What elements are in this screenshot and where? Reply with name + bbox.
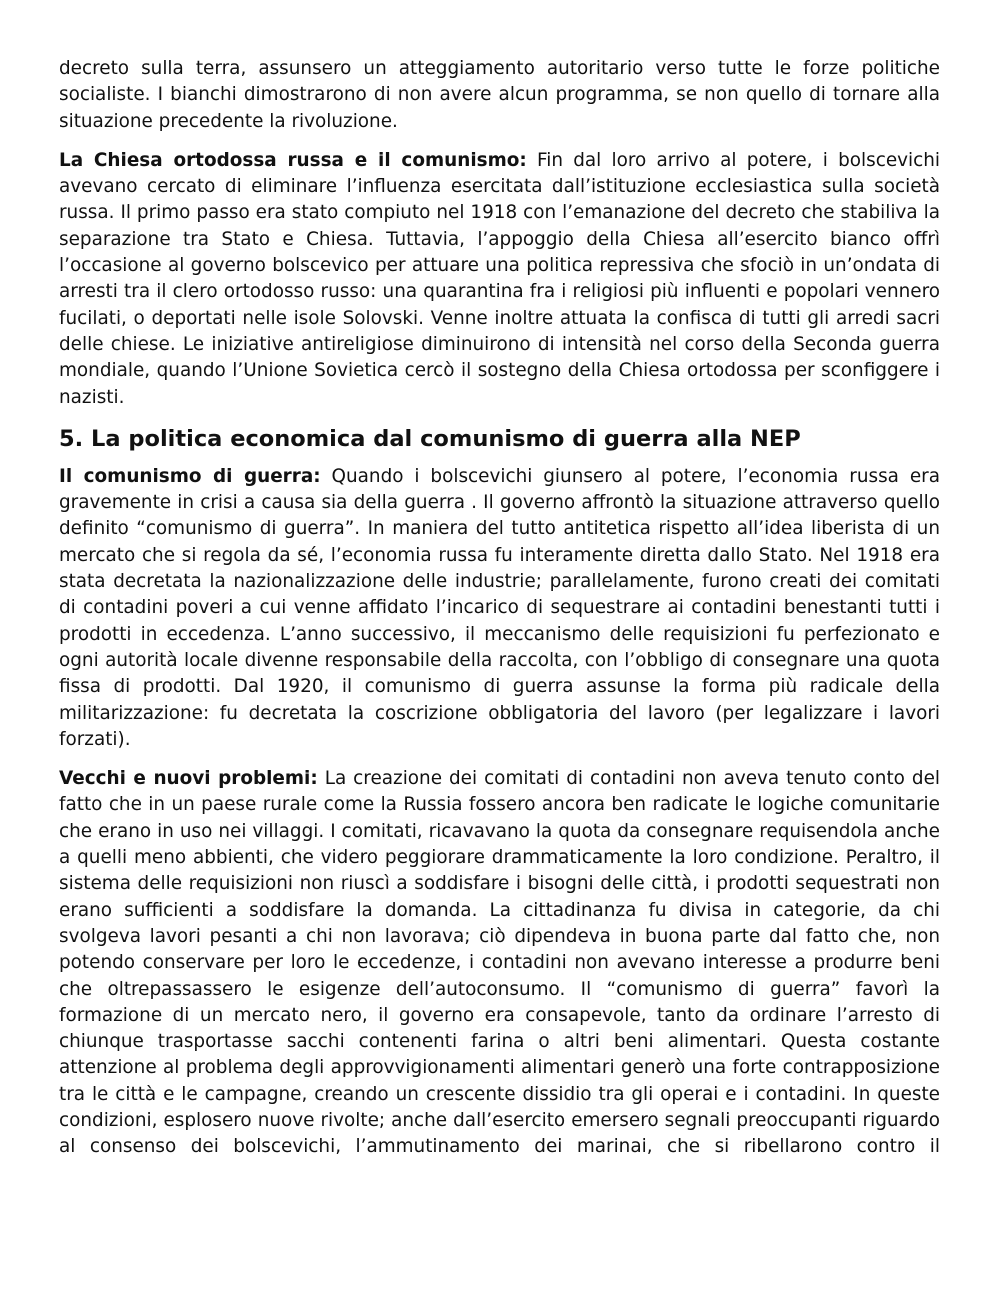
intro-paragraph: decreto sulla terra, assunsero un atteggiamento autoritario verso tutte le forze politiche socialiste. I bianchi dimostrarono di non avere alcun programma, se non quello di tornare alla situazione precedente la rivoluzione. <box>59 58 940 132</box>
vecchi-nuovi-body: La creazione dei comitati di contadini non aveva tenuto conto del fatto che in un paese rurale come la Russia fossero ancora ben radicate le logiche comunitarie che erano in uso nei villaggi. I comitati, ricavavano la quota da consegnare requisendola anche a quelli meno abbienti, che videro peggiorare drammaticamente la loro condizione. Peraltro, il sistema delle requisizioni non riuscì a soddisfare i bisogni delle città, i prodotti sequestrati non erano sufficienti a soddisfare la domanda. La cittadinanza fu divisa in categorie, da chi svolgeva lavori pesanti a chi non lavorava; ciò dipendeva in buona parte dal fatto che, non potendo conservare per loro le eccedenze, i contadini non avevano interesse a produrre beni che oltrepassassero le esigenze dell’autoconsumo. Il “comunismo di guerra” favorì la formazione di un mercato nero, il governo era consapevole, tanto da ordinare l’arresto di chiunque trasportasse sacchi contenenti farina o altri beni alimentari. Questa costante attenzione al problema degli approvvigionamenti alimentari generò una forte contrapposizione tra le città e le campagne, creando un crescente dissidio tra gli operai e i contadini. In queste condizioni, esplosero nuove rivolte; anche dall’esercito emersero segnali preoccupanti riguardo al consenso dei bolscevichi, l’ammutinamento dei marinai, che si ribellarono contro il <box>59 768 940 1158</box>
vecchi-nuovi-lead: Vecchi e nuovi problemi: <box>59 768 318 790</box>
chiesa-paragraph <box>59 148 940 411</box>
comunismo-guerra-lead: Il comunismo di guerra: <box>59 465 321 487</box>
chiesa-paragraph-body: Fin dal loro arrivo al potere, i bolscevichi avevano cercato di eliminare l’influenza esercitata dall’istituzione ecclesiastica sulla società russa. Il primo passo era stato compiuto nel 1918 con l’emanazione del decreto che stabiliva la separazione tra Stato e Chiesa. Tuttavia, l’appoggio della Chiesa all’esercito bianco offrì l’occasione al governo bolscevico per attuare una politica repressiva che sfociò in un’ondata di arresti tra il clero ortodosso russo: una quarantina fra i religiosi più influenti e popolari vennero fucilati, o deportati nelle isole Solovski. Venne inoltre attuata la confisca di tutti gli arredi sacri delle chiese. Le iniziative antireligiose diminuirono di intensità nel corso della Seconda guerra mondiale, quando l’Unione Sovietica cercò il sostegno della Chiesa ortodossa per sconfiggere i nazisti. <box>59 149 940 408</box>
comunismo-guerra-body: Quando i bolscevichi giunsero al potere, l’economia russa era gravemente in crisi a causa sia della guerra . Il governo affrontò la situazione attraverso quello definito “comunismo di guerra”. In maniera del tutto antitetica rispetto all’idea liberista di un mercato che si regola da sé, l’economia russa fu interamente diretta dallo Stato. Nel 1918 era stata decretata la nazionalizzazione delle industrie; parallelamente, furono creati dei comitati di contadini poveri a cui venne affidato l’incarico di sequestrare ai contadini benestanti tutti i prodotti in eccedenza. L’anno successivo, il meccanismo delle requisizioni fu perfezionato e ogni autorità locale divenne responsabile della raccolta, con l’obbligo di consegnare una quota fissa di prodotti. Dal 1920, il comunismo di guerra assunse la forma più radicale della militarizzazione: fu decretata la coscrizione obbligatoria del lavoro (per legalizzare i lavori forzati). <box>59 465 940 750</box>
section-heading: 5. La politica economica dal comunismo di guerra alla NEP <box>59 425 801 452</box>
chiesa-paragraph-lead: La Chiesa ortodossa russa e il comunismo: <box>59 149 527 171</box>
document-page <box>59 56 940 1174</box>
vecchi-nuovi-paragraph <box>59 766 940 1160</box>
comunismo-guerra-paragraph <box>59 464 940 753</box>
